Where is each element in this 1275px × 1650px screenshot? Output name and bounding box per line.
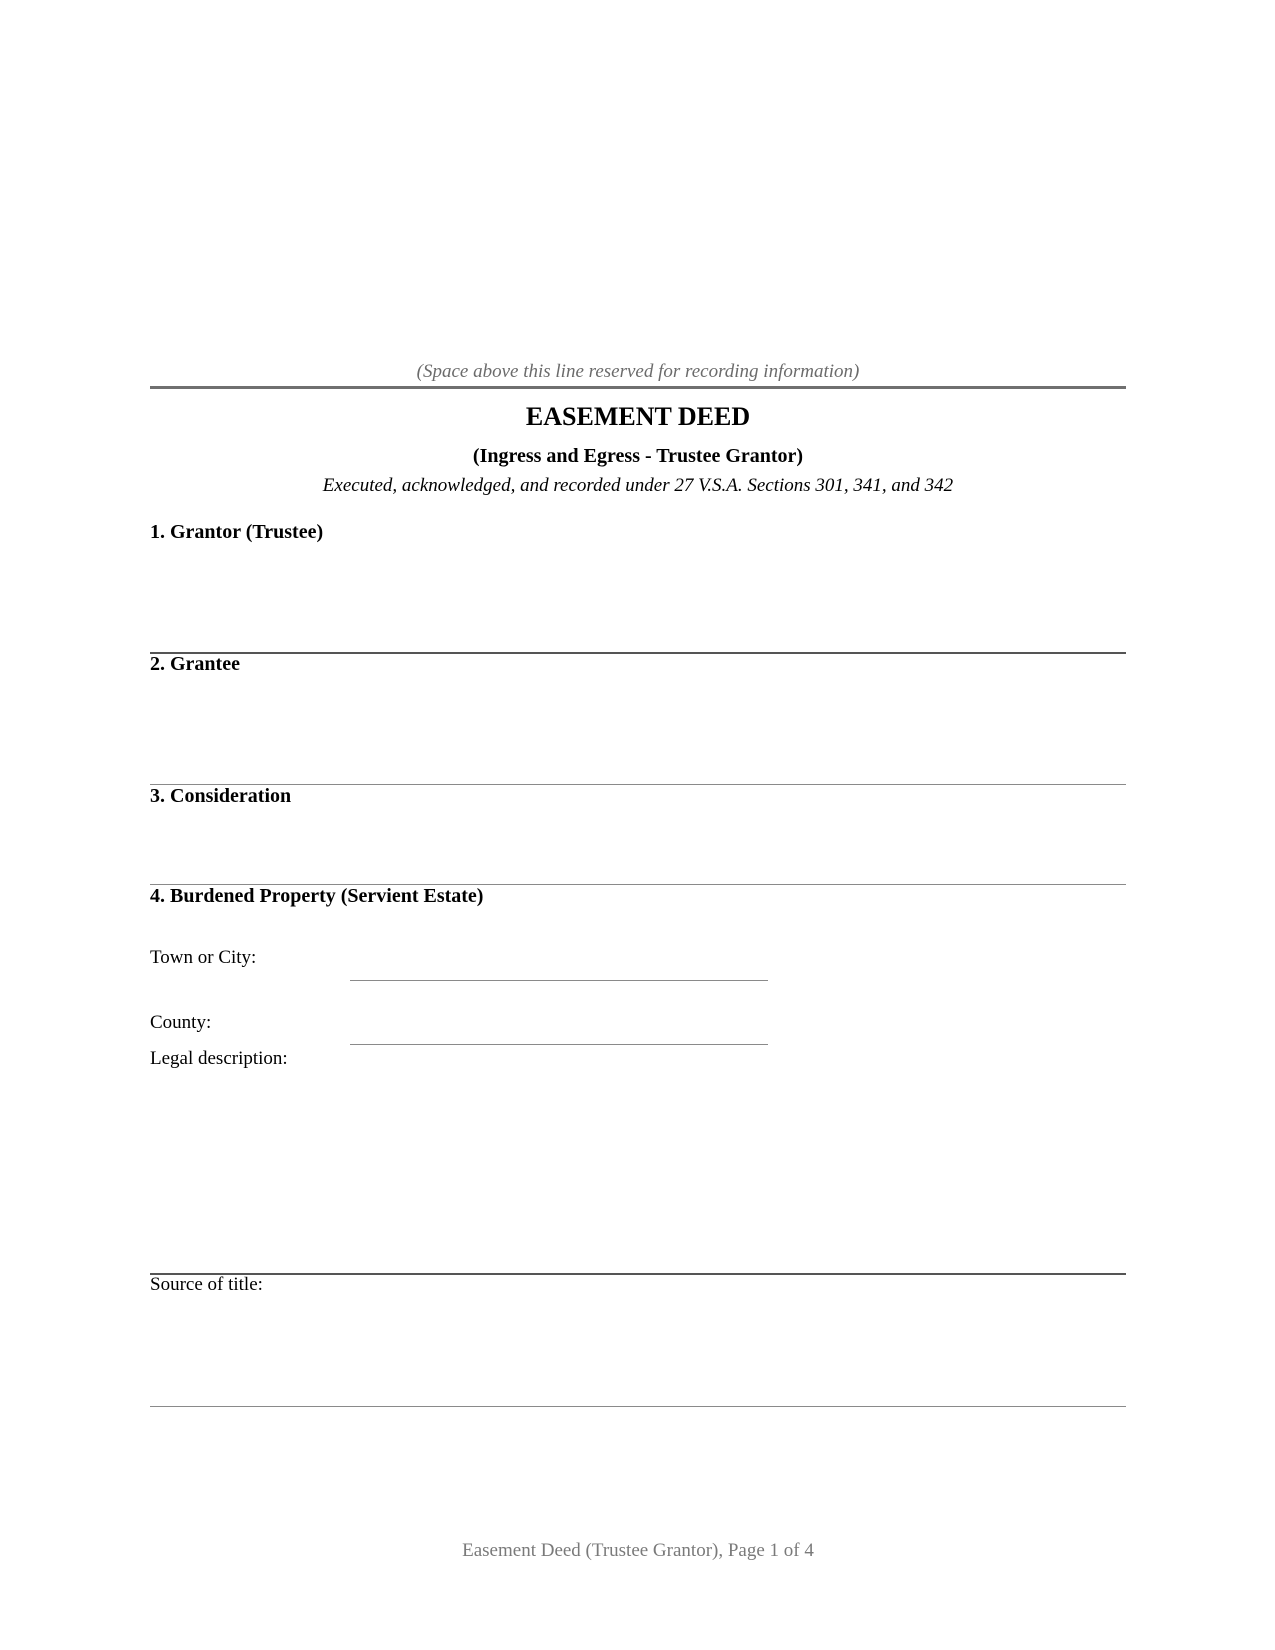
legal-description-entry-line[interactable] xyxy=(150,1273,1126,1275)
section-grantor-heading: 1. Grantor (Trustee) xyxy=(150,521,324,543)
section-grantee-heading: 2. Grantee xyxy=(150,653,240,675)
county-field[interactable] xyxy=(350,1044,768,1045)
legal-description-label: Legal description: xyxy=(150,1048,288,1069)
recording-note: (Space above this line reserved for recording information) xyxy=(416,361,860,382)
page-footer: Easement Deed (Trustee Grantor), Page 1 of 4 xyxy=(462,1540,814,1561)
grantee-entry-line[interactable] xyxy=(150,784,1126,785)
statute-reference: Executed, acknowledged, and recorded under 27 V.S.A. Sections 301, 341, and 342 xyxy=(322,475,954,496)
section-burdened-property-heading: 4. Burdened Property (Servient Estate) xyxy=(150,885,484,907)
county-label: County: xyxy=(150,1012,212,1033)
town-or-city-label: Town or City: xyxy=(150,947,257,968)
grantor-entry-line[interactable] xyxy=(150,652,1126,654)
document-title: EASEMENT DEED xyxy=(525,402,751,431)
recording-divider xyxy=(150,386,1126,389)
source-of-title-entry-line[interactable] xyxy=(150,1406,1126,1407)
section-consideration-heading: 3. Consideration xyxy=(150,785,292,807)
town-or-city-field[interactable] xyxy=(350,980,768,981)
document-subtitle: (Ingress and Egress - Trustee Grantor) xyxy=(472,445,804,467)
source-of-title-label: Source of title: xyxy=(150,1274,263,1295)
